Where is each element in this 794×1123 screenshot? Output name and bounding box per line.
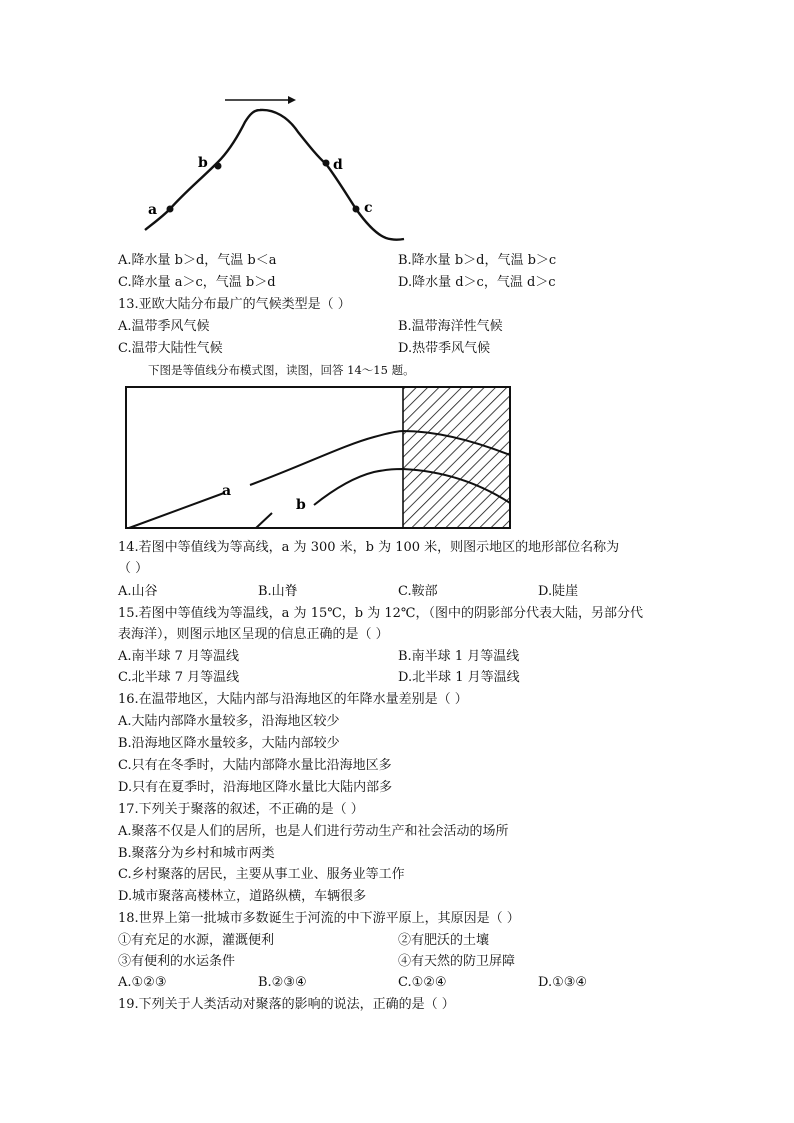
isoline-label-b: b <box>296 497 306 513</box>
q18-option-b: B.②③④ <box>258 975 307 990</box>
q12-option-a: A.降水量 b＞d，气温 b＜a <box>118 253 277 268</box>
q15-option-d: D.北半球 1 月等温线 <box>398 670 520 685</box>
q14-option-c: C.鞍部 <box>398 584 438 599</box>
q17-option-b: B.聚落分为乡村和城市两类 <box>118 846 275 861</box>
label-a: a <box>148 202 158 218</box>
q16-stem: 16.在温带地区，大陆内部与沿海地区的年降水量差别是（ ） <box>118 692 468 707</box>
q16-option-c: C.只有在冬季时，大陆内部降水量比沿海地区多 <box>118 758 392 773</box>
point-d <box>323 160 330 167</box>
land-shaded-area <box>403 387 510 528</box>
q16-option-a: A.大陆内部降水量较多，沿海地区较少 <box>118 714 340 729</box>
q18-option-c: C.①②④ <box>398 975 447 990</box>
q18-option-a: A.①②③ <box>118 975 167 990</box>
point-b <box>215 163 222 170</box>
q12-option-c: C.降水量 a＞c，气温 b＞d <box>118 275 276 290</box>
q12-option-b: B.降水量 b＞d，气温 b＞c <box>398 253 557 268</box>
label-c: c <box>364 200 373 216</box>
q15-option-c: C.北半球 7 月等温线 <box>118 670 240 685</box>
intro-14-15: 下图是等值线分布模式图，读图，回答 14～15 题。 <box>148 363 415 377</box>
q13-stem: 13.亚欧大陆分布最广的气候类型是（ ） <box>118 297 351 312</box>
q16-option-d: D.只有在夏季时，沿海地区降水量比大陆内部多 <box>118 780 393 795</box>
q15-stem-line1: 15.若图中等值线为等温线，a 为 15℃，b 为 12℃，（图中的阴影部分代表大陆，另部分代 <box>118 606 643 621</box>
mountain-profile-figure <box>140 92 420 247</box>
q14-option-d: D.陡崖 <box>538 584 579 599</box>
q14-option-b: B.山脊 <box>258 584 298 599</box>
mountain-curve <box>145 110 404 240</box>
q12-option-d: D.降水量 d＞c，气温 d＞c <box>398 275 556 290</box>
q15-option-a: A.南半球 7 月等温线 <box>118 649 240 664</box>
q13-option-c: C.温带大陆性气候 <box>118 341 223 356</box>
q18-statement-2: ②有肥沃的土壤 <box>398 933 490 948</box>
q18-statement-1: ①有充足的水源，灌溉便利 <box>118 933 275 948</box>
q14-option-a: A.山谷 <box>118 584 158 599</box>
q17-stem: 17.下列关于聚落的叙述，不正确的是（ ） <box>118 802 364 817</box>
isoline-figure <box>124 385 514 530</box>
point-c <box>353 206 360 213</box>
q13-option-a: A.温带季风气候 <box>118 319 210 334</box>
q18-stem: 18.世界上第一批城市多数诞生于河流的中下游平原上，其原因是（ ） <box>118 911 520 926</box>
isoline-label-a: a <box>222 483 232 499</box>
label-b: b <box>198 155 208 171</box>
q17-option-a: A.聚落不仅是人们的居所，也是人们进行劳动生产和社会活动的场所 <box>118 824 509 839</box>
q14-stem-line2: （ ） <box>118 561 149 576</box>
q15-stem-line2: 表海洋），则图示地区呈现的信息正确的是（ ） <box>118 627 389 642</box>
q19-stem: 19.下列关于人类活动对聚落的影响的说法，正确的是（ ） <box>118 997 455 1012</box>
q15-option-b: B.南半球 1 月等温线 <box>398 649 520 664</box>
q18-option-d: D.①③④ <box>538 975 588 990</box>
q16-option-b: B.沿海地区降水量较多，大陆内部较少 <box>118 736 340 751</box>
q18-statement-3: ③有便利的水运条件 <box>118 954 236 969</box>
point-a <box>167 206 174 213</box>
q13-option-b: B.温带海洋性气候 <box>398 319 503 334</box>
q13-option-d: D.热带季风气候 <box>398 341 491 356</box>
wind-arrow-icon <box>225 96 296 104</box>
q18-statement-4: ④有天然的防卫屏障 <box>398 954 516 969</box>
label-d: d <box>333 157 343 173</box>
q14-stem-line1: 14.若图中等值线为等高线，a 为 300 米，b 为 100 米，则图示地区的地形部位名称为 <box>118 540 620 555</box>
q17-option-c: C.乡村聚落的居民，主要从事工业、服务业等工作 <box>118 867 405 882</box>
q17-option-d: D.城市聚落高楼林立，道路纵横，车辆很多 <box>118 889 367 904</box>
